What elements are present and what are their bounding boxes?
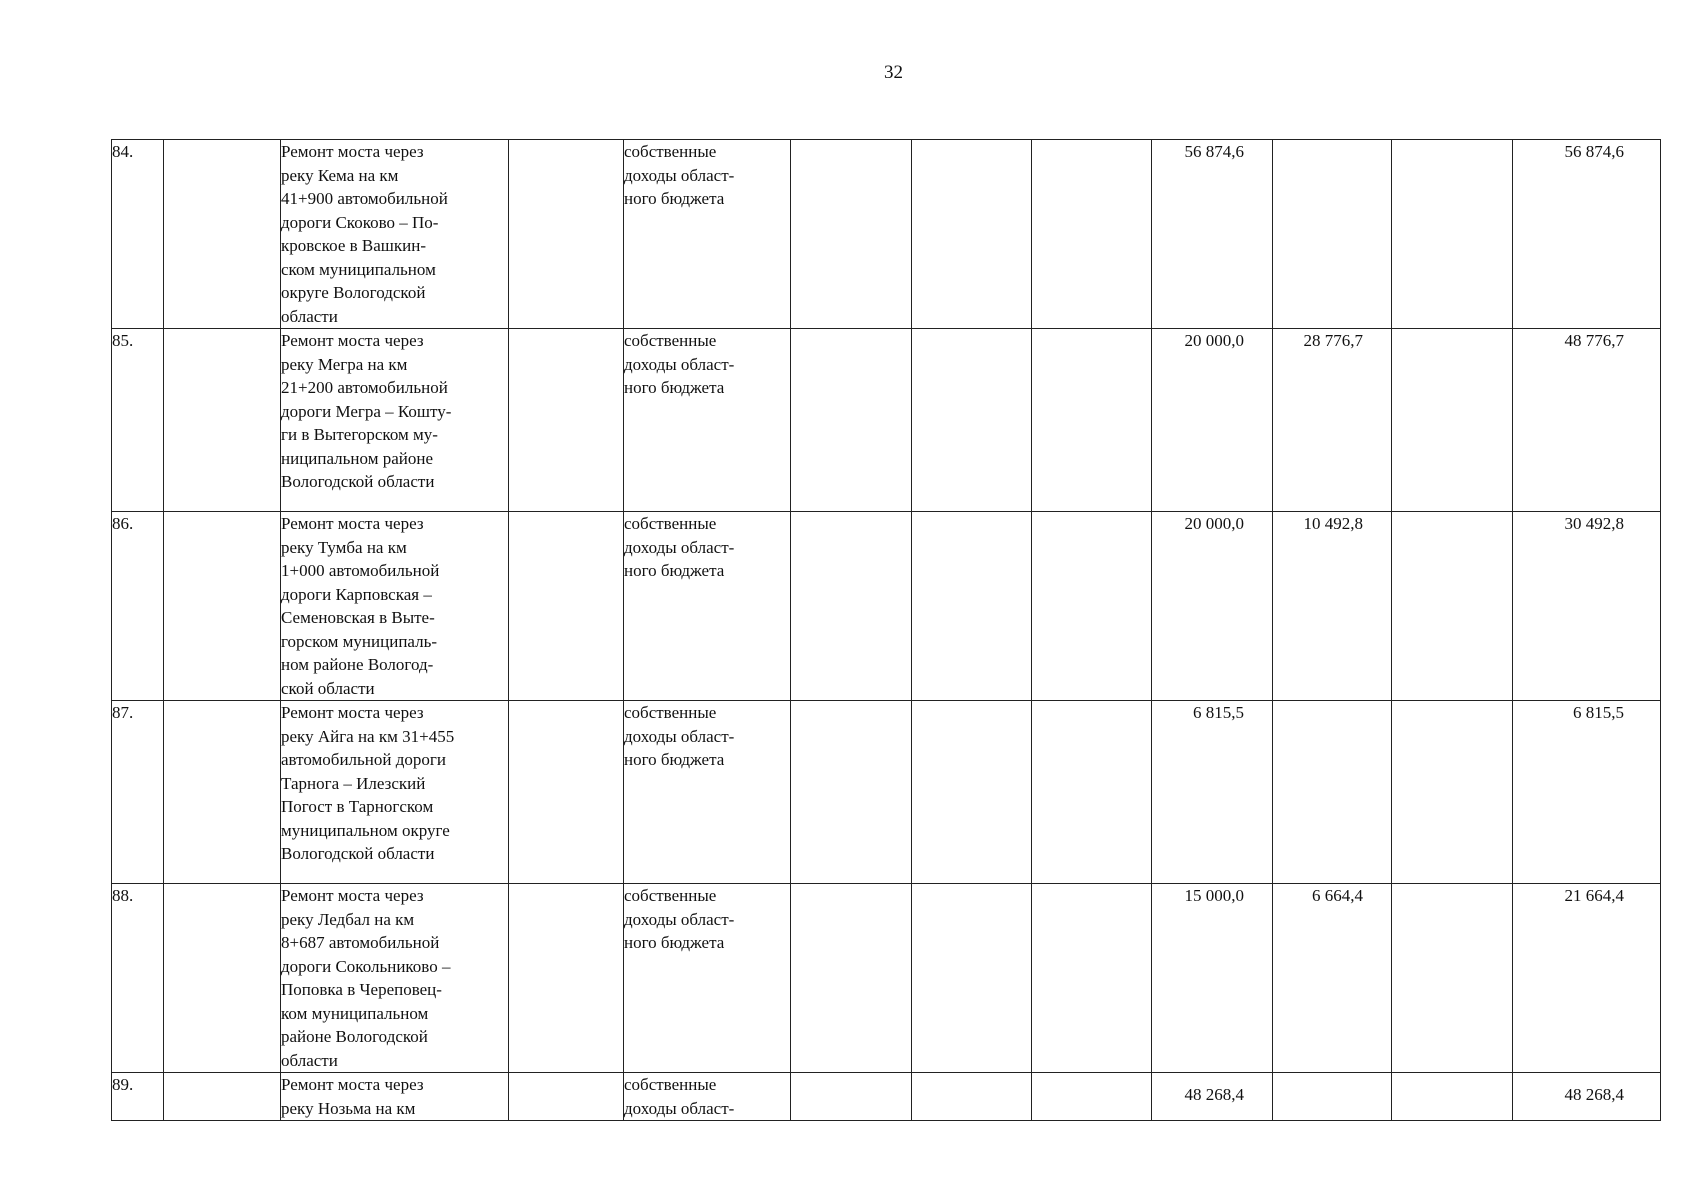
object-name-cell bbox=[281, 329, 509, 512]
empty-cell bbox=[509, 329, 624, 512]
object-name-line: Ремонт моста через bbox=[281, 142, 424, 161]
funding-source-line: доходы област- bbox=[624, 1098, 735, 1118]
amount-year3-cell bbox=[1392, 701, 1513, 884]
row-number-cell: 84. bbox=[112, 140, 164, 329]
empty-cell bbox=[1032, 512, 1152, 701]
object-name-line: Поповка в Череповец- bbox=[281, 980, 442, 999]
empty-cell bbox=[509, 1073, 624, 1121]
object-name-line: ской области bbox=[281, 678, 375, 698]
object-name-line: дороги Карповская – bbox=[281, 584, 432, 604]
funding-source-line: доходы област- bbox=[624, 726, 735, 746]
funding-source-cell bbox=[624, 329, 791, 512]
object-name-line: реку Мегра на км bbox=[281, 354, 408, 374]
funding-source-line: собственные bbox=[624, 703, 717, 722]
page-number: 32 bbox=[884, 62, 903, 83]
empty-cell bbox=[509, 884, 624, 1073]
funding-source-line: ного бюджета bbox=[624, 561, 725, 580]
object-name-line: ги в Вытегорском му- bbox=[281, 425, 438, 444]
amount-year2-cell: 6 664,4 bbox=[1273, 884, 1392, 1073]
empty-cell bbox=[912, 140, 1032, 329]
amount-year2-cell bbox=[1273, 140, 1392, 329]
object-name-line: реку Кема на км bbox=[281, 165, 399, 185]
empty-cell bbox=[912, 884, 1032, 1073]
object-name-line: ниципальном районе bbox=[281, 448, 433, 468]
object-name-cell bbox=[281, 884, 509, 1073]
object-name-line: реку Ледбал на км bbox=[281, 909, 415, 929]
funding-source-cell bbox=[624, 512, 791, 701]
funding-source-line: собственные bbox=[624, 514, 717, 533]
amount-total-cell: 21 664,4 bbox=[1513, 884, 1661, 1073]
object-name-line: Тарнога – Илезский bbox=[281, 773, 426, 793]
object-name-line: Ремонт моста через bbox=[281, 886, 424, 905]
empty-cell bbox=[164, 884, 281, 1073]
object-name-cell bbox=[281, 140, 509, 329]
object-name-line: ском муниципальном bbox=[281, 259, 436, 279]
amount-total-cell: 30 492,8 bbox=[1513, 512, 1661, 701]
table-row bbox=[112, 329, 1661, 512]
empty-cell bbox=[1032, 1073, 1152, 1121]
object-name-line: районе Вологодской bbox=[281, 1027, 428, 1046]
empty-cell bbox=[164, 329, 281, 512]
funding-source-line: собственные bbox=[624, 886, 717, 905]
amount-year1-cell: 20 000,0 bbox=[1152, 329, 1273, 512]
empty-cell bbox=[1032, 140, 1152, 329]
object-name-line: Ремонт моста через bbox=[281, 331, 424, 350]
empty-cell bbox=[164, 701, 281, 884]
amount-year3-cell bbox=[1392, 884, 1513, 1073]
empty-cell bbox=[912, 1073, 1032, 1121]
object-name-line: 21+200 автомобильной bbox=[281, 378, 448, 397]
row-number-cell: 88. bbox=[112, 884, 164, 1073]
row-number-cell: 85. bbox=[112, 329, 164, 512]
amount-total-cell: 48 268,4 bbox=[1513, 1073, 1661, 1121]
amount-year1-cell: 6 815,5 bbox=[1152, 701, 1273, 884]
amount-year1-cell: 15 000,0 bbox=[1152, 884, 1273, 1073]
empty-cell bbox=[791, 1073, 912, 1121]
table-row bbox=[112, 1073, 1661, 1121]
object-name-cell bbox=[281, 701, 509, 884]
funding-source-cell bbox=[624, 701, 791, 884]
amount-year3-cell bbox=[1392, 329, 1513, 512]
table-row bbox=[112, 884, 1661, 1073]
empty-cell bbox=[791, 140, 912, 329]
object-name-line: Ремонт моста через bbox=[281, 703, 424, 722]
amount-year3-cell bbox=[1392, 1073, 1513, 1121]
object-name-line: муниципальном округе bbox=[281, 820, 450, 840]
empty-cell bbox=[912, 701, 1032, 884]
funding-source-line: ного бюджета bbox=[624, 378, 725, 397]
funding-source-cell bbox=[624, 140, 791, 329]
empty-cell bbox=[509, 701, 624, 884]
funding-source-line: доходы област- bbox=[624, 165, 735, 185]
row-number-cell: 89. bbox=[112, 1073, 164, 1121]
object-name-cell bbox=[281, 1073, 509, 1121]
object-name-line: кровское в Вашкин- bbox=[281, 236, 426, 255]
object-name-line: 8+687 автомобильной bbox=[281, 933, 440, 952]
amount-total-cell: 6 815,5 bbox=[1513, 701, 1661, 884]
object-name-cell bbox=[281, 512, 509, 701]
object-name-line: Вологодской области bbox=[281, 472, 435, 491]
amount-year3-cell bbox=[1392, 140, 1513, 329]
empty-cell bbox=[164, 140, 281, 329]
amount-year2-cell: 28 776,7 bbox=[1273, 329, 1392, 512]
empty-cell bbox=[164, 1073, 281, 1121]
object-name-line: Семеновская в Выте- bbox=[281, 608, 435, 627]
table-row bbox=[112, 701, 1661, 884]
object-name-line: дороги Мегра – Кошту- bbox=[281, 401, 452, 421]
object-name-line: горском муниципаль- bbox=[281, 631, 438, 651]
object-name-line: реку Айга на км 31+455 bbox=[281, 726, 455, 746]
row-number-cell: 86. bbox=[112, 512, 164, 701]
funding-source-line: ного бюджета bbox=[624, 933, 725, 952]
empty-cell bbox=[912, 329, 1032, 512]
object-name-line: Ремонт моста через bbox=[281, 514, 424, 533]
object-name-line: дороги Скоково – По- bbox=[281, 212, 439, 232]
table-row bbox=[112, 512, 1661, 701]
empty-cell bbox=[791, 884, 912, 1073]
funding-source-line: доходы област- bbox=[624, 909, 735, 929]
funding-source-line: собственные bbox=[624, 1075, 717, 1094]
table-row bbox=[112, 140, 1661, 329]
amount-year2-cell: 10 492,8 bbox=[1273, 512, 1392, 701]
object-name-line: Погост в Тарногском bbox=[281, 797, 434, 816]
object-name-line: Вологодской области bbox=[281, 844, 435, 863]
object-name-line: реку Тумба на км bbox=[281, 537, 407, 557]
object-name-line: области bbox=[281, 1050, 338, 1070]
empty-cell bbox=[912, 512, 1032, 701]
amount-year2-cell bbox=[1273, 701, 1392, 884]
amount-total-cell: 48 776,7 bbox=[1513, 329, 1661, 512]
object-name-line: Ремонт моста через bbox=[281, 1075, 424, 1094]
funding-source-line: доходы област- bbox=[624, 537, 735, 557]
empty-cell bbox=[1032, 329, 1152, 512]
empty-cell bbox=[164, 512, 281, 701]
object-name-line: области bbox=[281, 306, 338, 326]
object-name-line: реку Нозьма на км bbox=[281, 1098, 416, 1118]
empty-cell bbox=[1032, 701, 1152, 884]
empty-cell bbox=[791, 512, 912, 701]
funding-source-cell bbox=[624, 884, 791, 1073]
funding-source-line: собственные bbox=[624, 142, 717, 161]
amount-total-cell: 56 874,6 bbox=[1513, 140, 1661, 329]
object-name-line: автомобильной дороги bbox=[281, 750, 446, 769]
object-name-line: дороги Сокольниково – bbox=[281, 956, 451, 976]
object-name-line: 1+000 автомобильной bbox=[281, 561, 440, 580]
empty-cell bbox=[791, 329, 912, 512]
funding-source-line: ного бюджета bbox=[624, 750, 725, 769]
empty-cell bbox=[1032, 884, 1152, 1073]
amount-year1-cell: 56 874,6 bbox=[1152, 140, 1273, 329]
amount-year1-cell: 20 000,0 bbox=[1152, 512, 1273, 701]
object-name-line: округе Вологодской bbox=[281, 283, 426, 302]
empty-cell bbox=[791, 701, 912, 884]
amount-year1-cell: 48 268,4 bbox=[1152, 1073, 1273, 1121]
object-name-line: ном районе Вологод- bbox=[281, 655, 434, 674]
funding-source-line: ного бюджета bbox=[624, 189, 725, 208]
empty-cell bbox=[509, 140, 624, 329]
funding-source-line: доходы област- bbox=[624, 354, 735, 374]
amount-year3-cell bbox=[1392, 512, 1513, 701]
amount-year2-cell bbox=[1273, 1073, 1392, 1121]
object-name-line: 41+900 автомобильной bbox=[281, 189, 448, 208]
funding-source-cell bbox=[624, 1073, 791, 1121]
empty-cell bbox=[509, 512, 624, 701]
funding-source-line: собственные bbox=[624, 331, 717, 350]
row-number-cell: 87. bbox=[112, 701, 164, 884]
budget-table bbox=[111, 139, 1661, 1121]
object-name-line: ком муниципальном bbox=[281, 1003, 429, 1023]
